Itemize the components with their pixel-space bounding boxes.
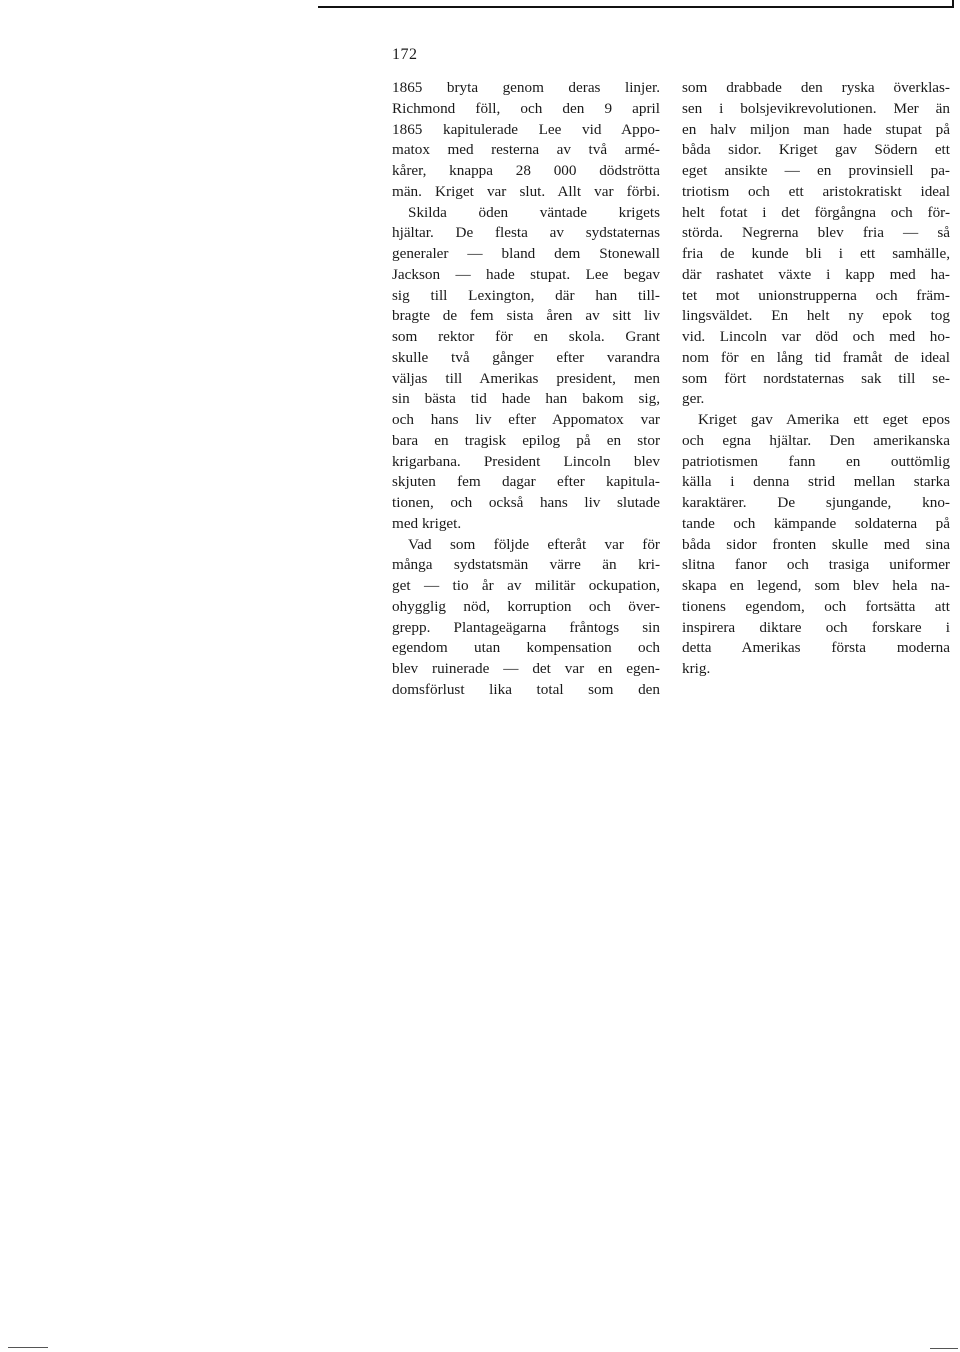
text-line: ohygglig nöd, korruption och över- — [392, 597, 660, 615]
text-line: störda. Negrerna blev fria — så — [682, 224, 950, 242]
text-line: skapa en legend, som blev hela na- — [682, 577, 950, 594]
text-line: bragte de fem sista åren av sitt liv — [392, 307, 660, 325]
text-line: get — tio år av militär ockupation, — [392, 577, 660, 594]
text-line: eget ansikte — en provinsiell pa- — [682, 162, 950, 179]
text-line: tande och kämpande soldaterna på — [682, 514, 950, 532]
text-line: generaler — bland dem Stonewall — [392, 245, 660, 262]
text-line: hjältar. De flesta av sydstaternas — [392, 224, 660, 242]
text-line: matox med resterna av två armé- — [392, 141, 660, 159]
text-line: Vad som följde efteråt var för — [408, 535, 660, 553]
text-line: helt fotat i det förgångna och för- — [682, 203, 950, 221]
text-line: skulle två gånger efter varandra — [392, 348, 660, 366]
text-line: Kriget gav Amerika ett eget epos — [698, 411, 950, 428]
text-line: nom för en lång tid framåt de ideal — [682, 348, 950, 366]
text-line: och egna hjältar. Den amerikanska — [682, 431, 950, 449]
text-line: skjuten fem dagar efter kapitula- — [392, 473, 660, 491]
text-line: fria de kunde bli i ett samhälle, — [682, 245, 950, 262]
text-line: Skilda öden väntade krigets — [408, 203, 660, 221]
text-line: båda sidor fronten skulle med sina — [682, 535, 950, 553]
top-rule-end-mark — [952, 0, 954, 8]
text-line: krigarbana. President Lincoln blev — [392, 452, 660, 470]
text-line: 1865 kapitulerade Lee vid Appo- — [392, 120, 660, 138]
text-line: tionens egendom, och fortsätta att — [682, 597, 950, 615]
page-number: 172 — [392, 46, 418, 63]
text-line: där rashatet växte i kapp med ha- — [682, 265, 950, 283]
text-line: grepp. Plantageägarna fråntogs sin — [392, 618, 660, 636]
text-line: väljas till Amerikas president, men — [392, 369, 660, 387]
text-line: ger. — [682, 390, 705, 408]
text-line: inspirera diktare och forskare i — [682, 618, 950, 636]
text-line: blev ruinerade — det var en egen- — [392, 660, 660, 677]
text-line: kårer, knappa 28 000 dödströtta — [392, 162, 660, 179]
text-line: en halv miljon man hade stupat på — [682, 120, 950, 138]
text-line: krig. — [682, 660, 711, 677]
text-line: 1865 bryta genom deras linjer. — [392, 79, 660, 96]
text-line: och hans liv efter Appomatox var — [392, 411, 660, 428]
text-line: domsförlust lika total som den — [392, 680, 660, 698]
text-line: egendom utan kompensation och — [392, 639, 660, 657]
text-line: som drabbade den ryska överklas- — [682, 79, 950, 96]
text-line: slitna fanor och trasiga uniformer — [682, 556, 950, 574]
text-line: karaktärer. De sjungande, kno- — [682, 494, 950, 511]
text-line: som fört nordstaternas sak till se- — [682, 369, 950, 387]
text-line: detta Amerikas första moderna — [682, 639, 950, 657]
text-line: tet mot unionstrupperna och främ- — [682, 286, 950, 304]
text-line: sen i bolsjevikrevolutionen. Mer än — [682, 99, 950, 117]
text-line: triotism och ett aristokratiskt ideal — [682, 182, 950, 200]
text-line: patriotismen fann en outtömlig — [682, 452, 950, 470]
text-line: källa i denna strid mellan starka — [682, 473, 950, 491]
text-line: Richmond föll, och den 9 april — [392, 99, 660, 117]
text-line: vid. Lincoln var död och med ho- — [682, 328, 950, 345]
right-column — [682, 78, 950, 680]
text-line: lingsväldet. En helt ny epok tog — [682, 307, 950, 325]
text-line: sin bästa tid hade han bakom sig, — [392, 390, 660, 408]
text-line: män. Kriget var slut. Allt var förbi. — [392, 182, 660, 200]
text-line: som rektor för en skola. Grant — [392, 328, 660, 345]
text-line: Jackson — hade stupat. Lee begav — [392, 265, 660, 283]
bottom-left-mark — [8, 1347, 48, 1348]
text-line: sig till Lexington, där han till- — [392, 286, 660, 304]
text-line: med kriget. — [392, 514, 462, 532]
text-line: båda sidor. Kriget gav Södern ett — [682, 141, 950, 159]
top-rule — [318, 6, 954, 8]
text-line: många sydstatsmän värre än kri- — [392, 556, 660, 574]
text-line: tionen, och också hans liv slutade — [392, 494, 660, 511]
left-column — [392, 78, 660, 701]
text-line: bara en tragisk epilog på en stor — [392, 431, 660, 449]
bottom-right-mark — [930, 1348, 958, 1349]
